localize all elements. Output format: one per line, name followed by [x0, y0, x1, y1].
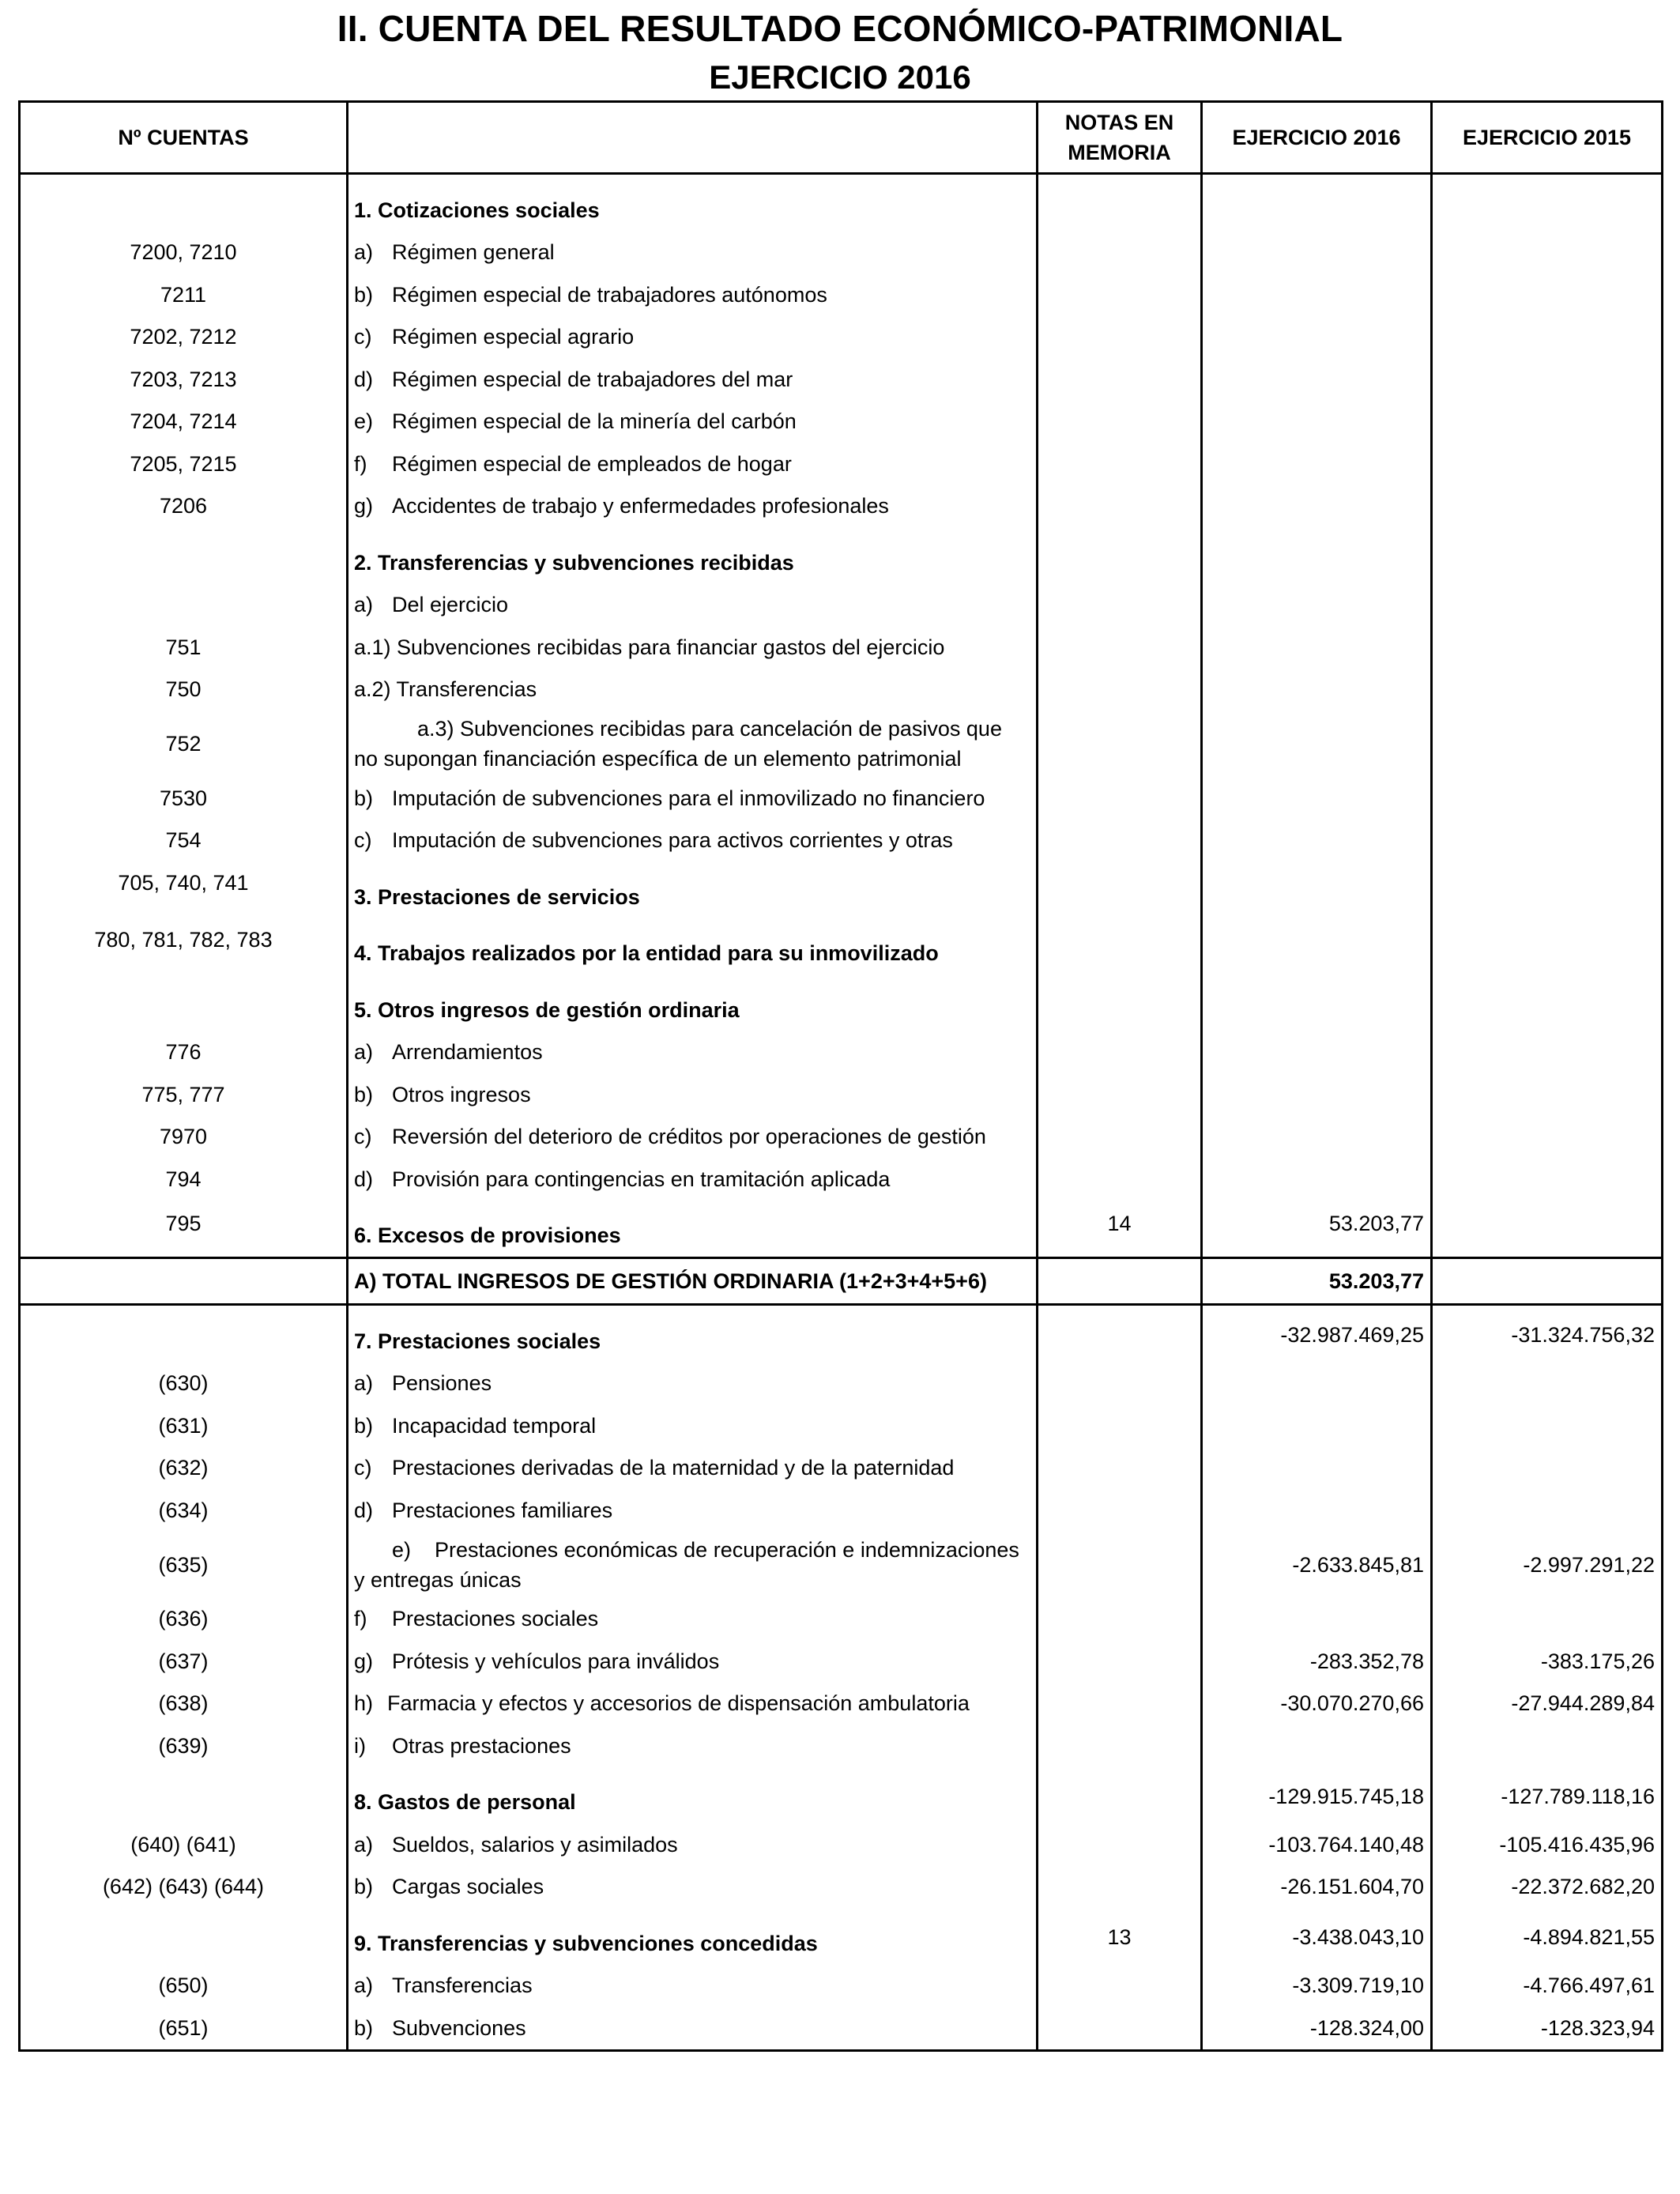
- account-cell: 7200, 7210: [20, 232, 348, 274]
- account-cell: (638): [20, 1683, 348, 1725]
- account-cell: 795: [20, 1201, 348, 1258]
- concept-cell: g) Accidentes de trabajo y enfermedades profesionales: [348, 485, 1038, 528]
- value-2016: -128.324,00: [1202, 2007, 1432, 2050]
- concept-cell: a.2) Transferencias: [348, 669, 1038, 711]
- table-row: [20, 918, 1663, 975]
- value-2015: -383.175,26: [1432, 1640, 1663, 1683]
- table-row: [20, 485, 1663, 528]
- concept-cell: a.1) Subvenciones recibidas para financiar gastos del ejercicio: [348, 626, 1038, 669]
- account-cell: [20, 174, 348, 232]
- section-heading: 7. Prestaciones sociales: [348, 1305, 1038, 1363]
- account-cell: (634): [20, 1489, 348, 1532]
- account-cell: (636): [20, 1598, 348, 1641]
- table-row: [20, 527, 1663, 584]
- account-cell: (630): [20, 1363, 348, 1405]
- account-cell: (635): [20, 1532, 348, 1598]
- table-row: [20, 1767, 1663, 1824]
- value-2015: -4.894.821,55: [1432, 1908, 1663, 1965]
- account-cell: (632): [20, 1447, 348, 1490]
- account-cell: 775, 777: [20, 1073, 348, 1116]
- header-year-2015: EJERCICIO 2015: [1432, 102, 1663, 174]
- value-2016: -32.987.469,25: [1202, 1305, 1432, 1363]
- report-title: II. CUENTA DEL RESULTADO ECONÓMICO-PATRIMONIAL: [337, 8, 1343, 49]
- table-row: [20, 1489, 1663, 1532]
- concept-cell: e) Prestaciones económicas de recuperación e indemnizaciones y entregas únicas: [348, 1532, 1038, 1598]
- table-row: [20, 1073, 1663, 1116]
- header-accounts: Nº CUENTAS: [20, 102, 348, 174]
- table-row: [20, 1201, 1663, 1258]
- total-row: [20, 1258, 1663, 1305]
- account-cell: [20, 1767, 348, 1824]
- concept-cell: c) Régimen especial agrario: [348, 316, 1038, 359]
- table-row: [20, 669, 1663, 711]
- account-cell: 7970: [20, 1116, 348, 1159]
- table-row: [20, 1447, 1663, 1490]
- account-cell: 7202, 7212: [20, 316, 348, 359]
- concept-cell: c) Reversión del deterioro de créditos por operaciones de gestión: [348, 1116, 1038, 1159]
- table-row: [20, 1965, 1663, 2007]
- header-notes: NOTAS EN MEMORIA: [1038, 102, 1202, 174]
- section-heading: 2. Transferencias y subvenciones recibidas: [348, 527, 1038, 584]
- concept-cell: b) Cargas sociales: [348, 1866, 1038, 1909]
- account-cell: 7204, 7214: [20, 401, 348, 443]
- table-row: [20, 443, 1663, 485]
- account-cell: (650): [20, 1965, 348, 2007]
- value-2016: -2.633.845,81: [1202, 1532, 1432, 1598]
- header-concept: [348, 102, 1038, 174]
- table-row: [20, 316, 1663, 359]
- value-2015: -4.766.497,61: [1432, 1965, 1663, 2007]
- table-row: [20, 1640, 1663, 1683]
- concept-cell: a) Régimen general: [348, 232, 1038, 274]
- account-cell: 750: [20, 669, 348, 711]
- table-row: [20, 711, 1663, 777]
- table-row: [20, 1305, 1663, 1363]
- concept-cell: a) Pensiones: [348, 1363, 1038, 1405]
- table-row: [20, 820, 1663, 862]
- value-2015: -27.944.289,84: [1432, 1683, 1663, 1725]
- concept-cell: d) Provisión para contingencias en tramitación aplicada: [348, 1158, 1038, 1201]
- concept-cell: a) Arrendamientos: [348, 1031, 1038, 1074]
- table-row: [20, 974, 1663, 1031]
- concept-cell: d) Régimen especial de trabajadores del mar: [348, 358, 1038, 401]
- account-cell: 794: [20, 1158, 348, 1201]
- concept-cell: b) Otros ingresos: [348, 1073, 1038, 1116]
- table-row: [20, 1908, 1663, 1965]
- section-heading: 6. Excesos de provisiones: [348, 1201, 1038, 1258]
- section-heading: 9. Transferencias y subvenciones concedidas: [348, 1908, 1038, 1965]
- account-cell: 7205, 7215: [20, 443, 348, 485]
- value-2016: -3.309.719,10: [1202, 1965, 1432, 2007]
- table-row: [20, 232, 1663, 274]
- concept-cell: i) Otras prestaciones: [348, 1725, 1038, 1767]
- table-row: [20, 1404, 1663, 1447]
- concept-cell: d) Prestaciones familiares: [348, 1489, 1038, 1532]
- account-cell: 7211: [20, 273, 348, 316]
- value-2016: -103.764.140,48: [1202, 1823, 1432, 1866]
- account-cell: 751: [20, 626, 348, 669]
- value-2015: -31.324.756,32: [1432, 1305, 1663, 1363]
- account-cell: (640) (641): [20, 1823, 348, 1866]
- note-cell: 14: [1038, 1201, 1202, 1258]
- table-header-row: [20, 102, 1663, 174]
- concept-cell: g) Prótesis y vehículos para inválidos: [348, 1640, 1038, 1683]
- concept-cell: a.3) Subvenciones recibidas para cancelación de pasivos que no supongan financiación específica de un elemento patrimonial: [348, 711, 1038, 777]
- concept-cell: h) Farmacia y efectos y accesorios de dispensación ambulatoria: [348, 1683, 1038, 1725]
- value-2016: 53.203,77: [1202, 1201, 1432, 1258]
- account-cell: 780, 781, 782, 783: [20, 918, 348, 975]
- table-row: [20, 1031, 1663, 1074]
- total-value-2015: [1432, 1258, 1663, 1305]
- value-2015: -105.416.435,96: [1432, 1823, 1663, 1866]
- table-row: [20, 777, 1663, 820]
- account-cell: [20, 1908, 348, 1965]
- account-cell: 752: [20, 711, 348, 777]
- table-row: [20, 584, 1663, 627]
- concept-cell: b) Incapacidad temporal: [348, 1404, 1038, 1447]
- concept-cell: f) Régimen especial de empleados de hogar: [348, 443, 1038, 485]
- account-cell: [20, 974, 348, 1031]
- account-cell: (631): [20, 1404, 348, 1447]
- header-year-2016: EJERCICIO 2016: [1202, 102, 1432, 174]
- concept-cell: e) Régimen especial de la minería del carbón: [348, 401, 1038, 443]
- table-row: [20, 861, 1663, 918]
- report-subtitle: EJERCICIO 2016: [709, 58, 971, 96]
- concept-cell: b) Subvenciones: [348, 2007, 1038, 2050]
- table-row: [20, 1598, 1663, 1641]
- section-heading: 1. Cotizaciones sociales: [348, 174, 1038, 232]
- account-cell: [20, 527, 348, 584]
- account-cell: (651): [20, 2007, 348, 2050]
- account-cell: 754: [20, 820, 348, 862]
- concept-cell: b) Imputación de subvenciones para el inmovilizado no financiero: [348, 777, 1038, 820]
- account-cell: 705, 740, 741: [20, 861, 348, 918]
- account-cell: 7206: [20, 485, 348, 528]
- table-row: [20, 2007, 1663, 2050]
- account-cell: (637): [20, 1640, 348, 1683]
- table-row: [20, 273, 1663, 316]
- section-heading: 3. Prestaciones de servicios: [348, 861, 1038, 918]
- concept-cell: a) Del ejercicio: [348, 584, 1038, 627]
- account-cell: [20, 1305, 348, 1363]
- table-row: [20, 626, 1663, 669]
- concept-cell: c) Prestaciones derivadas de la maternidad y de la paternidad: [348, 1447, 1038, 1490]
- table-row: [20, 401, 1663, 443]
- note-cell: 13: [1038, 1908, 1202, 1965]
- value-2016: -129.915.745,18: [1202, 1767, 1432, 1824]
- concept-cell: f) Prestaciones sociales: [348, 1598, 1038, 1641]
- section-heading: 4. Trabajos realizados por la entidad para su inmovilizado: [348, 918, 1038, 975]
- value-2016: -3.438.043,10: [1202, 1908, 1432, 1965]
- section-heading: 8. Gastos de personal: [348, 1767, 1038, 1824]
- table-row: [20, 1363, 1663, 1405]
- table-row: [20, 1158, 1663, 1201]
- account-cell: (639): [20, 1725, 348, 1767]
- value-2015: -127.789.118,16: [1432, 1767, 1663, 1824]
- value-2015: -128.323,94: [1432, 2007, 1663, 2050]
- table-row: [20, 1116, 1663, 1159]
- table-row: [20, 1823, 1663, 1866]
- total-value-2016: 53.203,77: [1202, 1258, 1432, 1305]
- account-cell: [20, 584, 348, 627]
- account-cell: 776: [20, 1031, 348, 1074]
- table-row: [20, 174, 1663, 232]
- account-cell: (642) (643) (644): [20, 1866, 348, 1909]
- table-row: [20, 1683, 1663, 1725]
- concept-cell: a) Sueldos, salarios y asimilados: [348, 1823, 1038, 1866]
- account-cell: 7530: [20, 777, 348, 820]
- result-account-table: [18, 100, 1663, 2052]
- account-cell: 7203, 7213: [20, 358, 348, 401]
- table-row: [20, 1725, 1663, 1767]
- value-2015: [1432, 1201, 1663, 1258]
- value-2016: -26.151.604,70: [1202, 1866, 1432, 1909]
- concept-cell: b) Régimen especial de trabajadores autónomos: [348, 273, 1038, 316]
- value-2015: -2.997.291,22: [1432, 1532, 1663, 1598]
- value-2016: -283.352,78: [1202, 1640, 1432, 1683]
- section-heading: 5. Otros ingresos de gestión ordinaria: [348, 974, 1038, 1031]
- value-2016: -30.070.270,66: [1202, 1683, 1432, 1725]
- value-2015: -22.372.682,20: [1432, 1866, 1663, 1909]
- table-row: [20, 358, 1663, 401]
- concept-cell: c) Imputación de subvenciones para activos corrientes y otras: [348, 820, 1038, 862]
- concept-cell: a) Transferencias: [348, 1965, 1038, 2007]
- total-label: A) TOTAL INGRESOS DE GESTIÓN ORDINARIA (1+2+3+4+5+6): [348, 1258, 1038, 1305]
- table-row: [20, 1532, 1663, 1598]
- table-row: [20, 1866, 1663, 1909]
